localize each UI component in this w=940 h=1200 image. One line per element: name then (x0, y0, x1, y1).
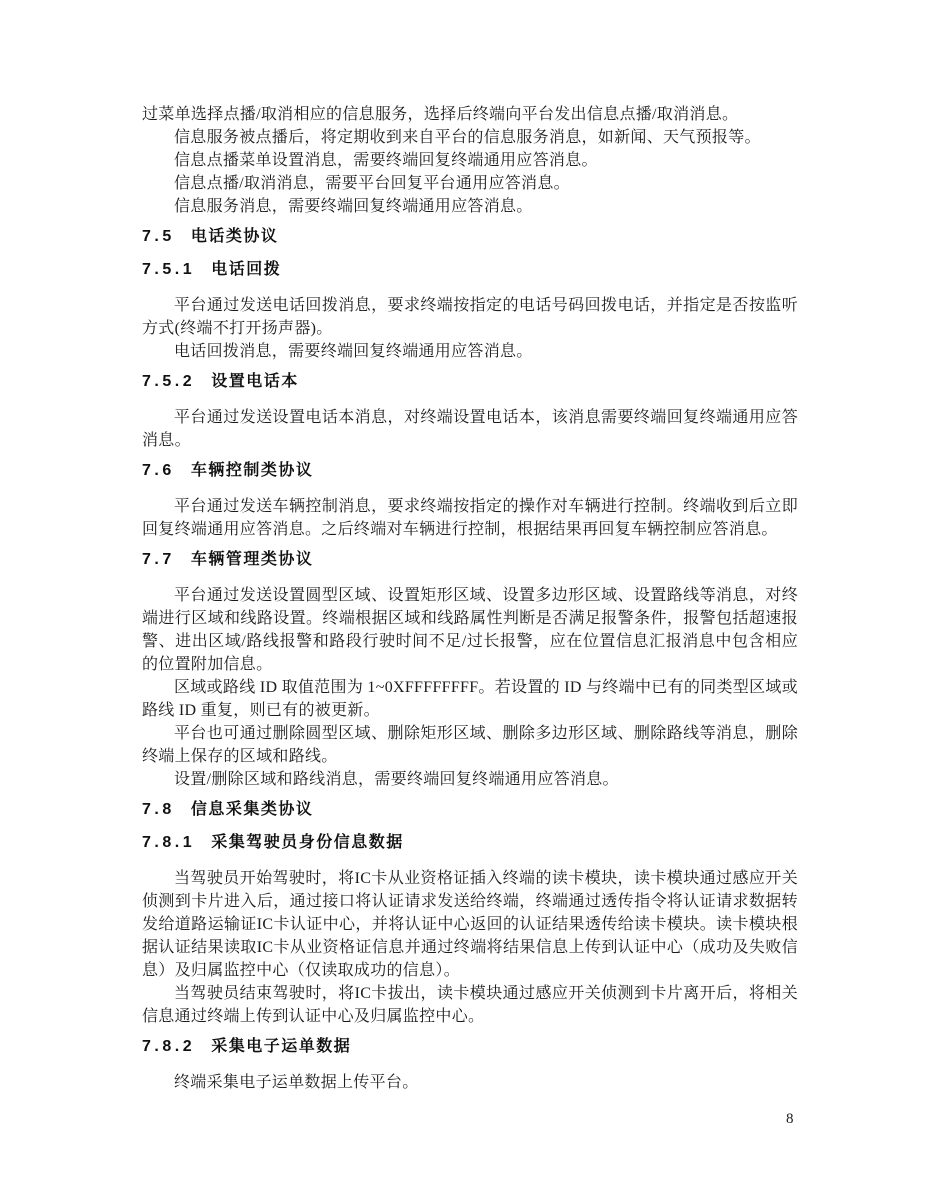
section-number: 7.5.1 (142, 261, 196, 278)
section-heading-7-6 (142, 462, 798, 480)
section-number: 7.8 (142, 801, 175, 818)
section-number: 7.7 (142, 551, 175, 568)
paragraph: 平台通过发送电话回拨消息，要求终端按指定的电话号码回拨电话，并指定是否按监听方式(终端不打开扬声器)。 (142, 297, 798, 337)
section-title: 设置电话本 (211, 373, 299, 390)
section-title: 电话回拨 (211, 261, 282, 278)
paragraph: 电话回拨消息，需要终端回复终端通用应答消息。 (174, 343, 533, 360)
section-title: 信息采集类协议 (190, 801, 314, 818)
paragraph: 平台通过发送设置圆型区域、设置矩形区域、设置多边形区域、设置路线等消息，对终端进行区域和线路设置。终端根据区域和线路属性判断是否满足报警条件，报警包括超速报警、进出区域/路线报警和路段行驶时间不足/过长报警，应在位置信息汇报消息中包含相应的位置附加信息。 (142, 587, 798, 673)
section-heading-7-5 (142, 228, 798, 246)
section-number: 7.6 (142, 462, 175, 479)
paragraph: 过菜单选择点播/取消相应的信息服务，选择后终端向平台发出信息点播/取消消息。 (142, 106, 739, 123)
section-heading-7-8-1 (142, 834, 798, 852)
section-title: 电话类协议 (190, 228, 279, 245)
paragraph: 终端采集电子运单数据上传平台。 (174, 1074, 419, 1091)
paragraph: 信息点播/取消消息，需要平台回复平台通用应答消息。 (174, 175, 570, 192)
paragraph: 信息服务被点播后，将定期收到来自平台的信息服务消息，如新闻、天气预报等。 (174, 129, 761, 146)
paragraph: 当驾驶员开始驾驶时，将IC卡从业资格证插入终端的读卡模块，读卡模块通过感应开关侦测到卡片进入后，通过接口将认证请求发送给终端，终端通过透传指令将认证请求数据转发给道路运输证IC卡认证中心，并将认证中心返回的认证结果透传给读卡模块。读卡模块根据认证结果读取IC卡从业资格证信息并通过终端将结果信息上传到认证中心（成功及失败信息）及归属监控中心（仅读取成功的信息）。 (142, 870, 798, 979)
section-heading-7-8-2 (142, 1038, 798, 1056)
paragraph: 信息点播菜单设置消息，需要终端回复终端通用应答消息。 (174, 152, 598, 169)
section-number: 7.8.2 (142, 1038, 196, 1055)
section-heading-7-5-1 (142, 261, 798, 279)
paragraph: 平台也可通过删除圆型区域、删除矩形区域、删除多边形区域、删除路线等消息，删除终端上保存的区域和路线。 (142, 725, 798, 765)
page-number: 8 (786, 1111, 794, 1127)
section-title: 车辆管理类协议 (190, 551, 314, 568)
paragraph: 当驾驶员结束驾驶时，将IC卡拔出，读卡模块通过感应开关侦测到卡片离开后，将相关信息通过终端上传到认证中心及归属监控中心。 (142, 985, 798, 1025)
section-title: 车辆控制类协议 (190, 462, 314, 479)
paragraph: 平台通过发送设置电话本消息，对终端设置电话本，该消息需要终端回复终端通用应答消息。 (142, 409, 798, 449)
section-heading-7-5-2 (142, 373, 798, 391)
section-title: 采集电子运单数据 (211, 1038, 352, 1055)
paragraph: 设置/删除区域和路线消息，需要终端回复终端通用应答消息。 (174, 771, 619, 788)
section-heading-7-8 (142, 801, 798, 819)
section-heading-7-7 (142, 551, 798, 569)
section-number: 7.8.1 (142, 834, 196, 851)
section-number: 7.5.2 (142, 373, 196, 390)
section-title: 采集驾驶员身份信息数据 (211, 834, 404, 851)
paragraph: 平台通过发送车辆控制消息，要求终端按指定的操作对车辆进行控制。终端收到后立即回复终端通用应答消息。之后终端对车辆进行控制，根据结果再回复车辆控制应答消息。 (142, 498, 798, 538)
section-number: 7.5 (142, 228, 175, 245)
document-content (142, 103, 798, 1094)
paragraph: 信息服务消息，需要终端回复终端通用应答消息。 (174, 198, 533, 215)
paragraph: 区域或路线 ID 取值范围为 1~0XFFFFFFFF。若设置的 ID 与终端中已有的同类型区域或路线 ID 重复，则已有的被更新。 (142, 679, 798, 719)
